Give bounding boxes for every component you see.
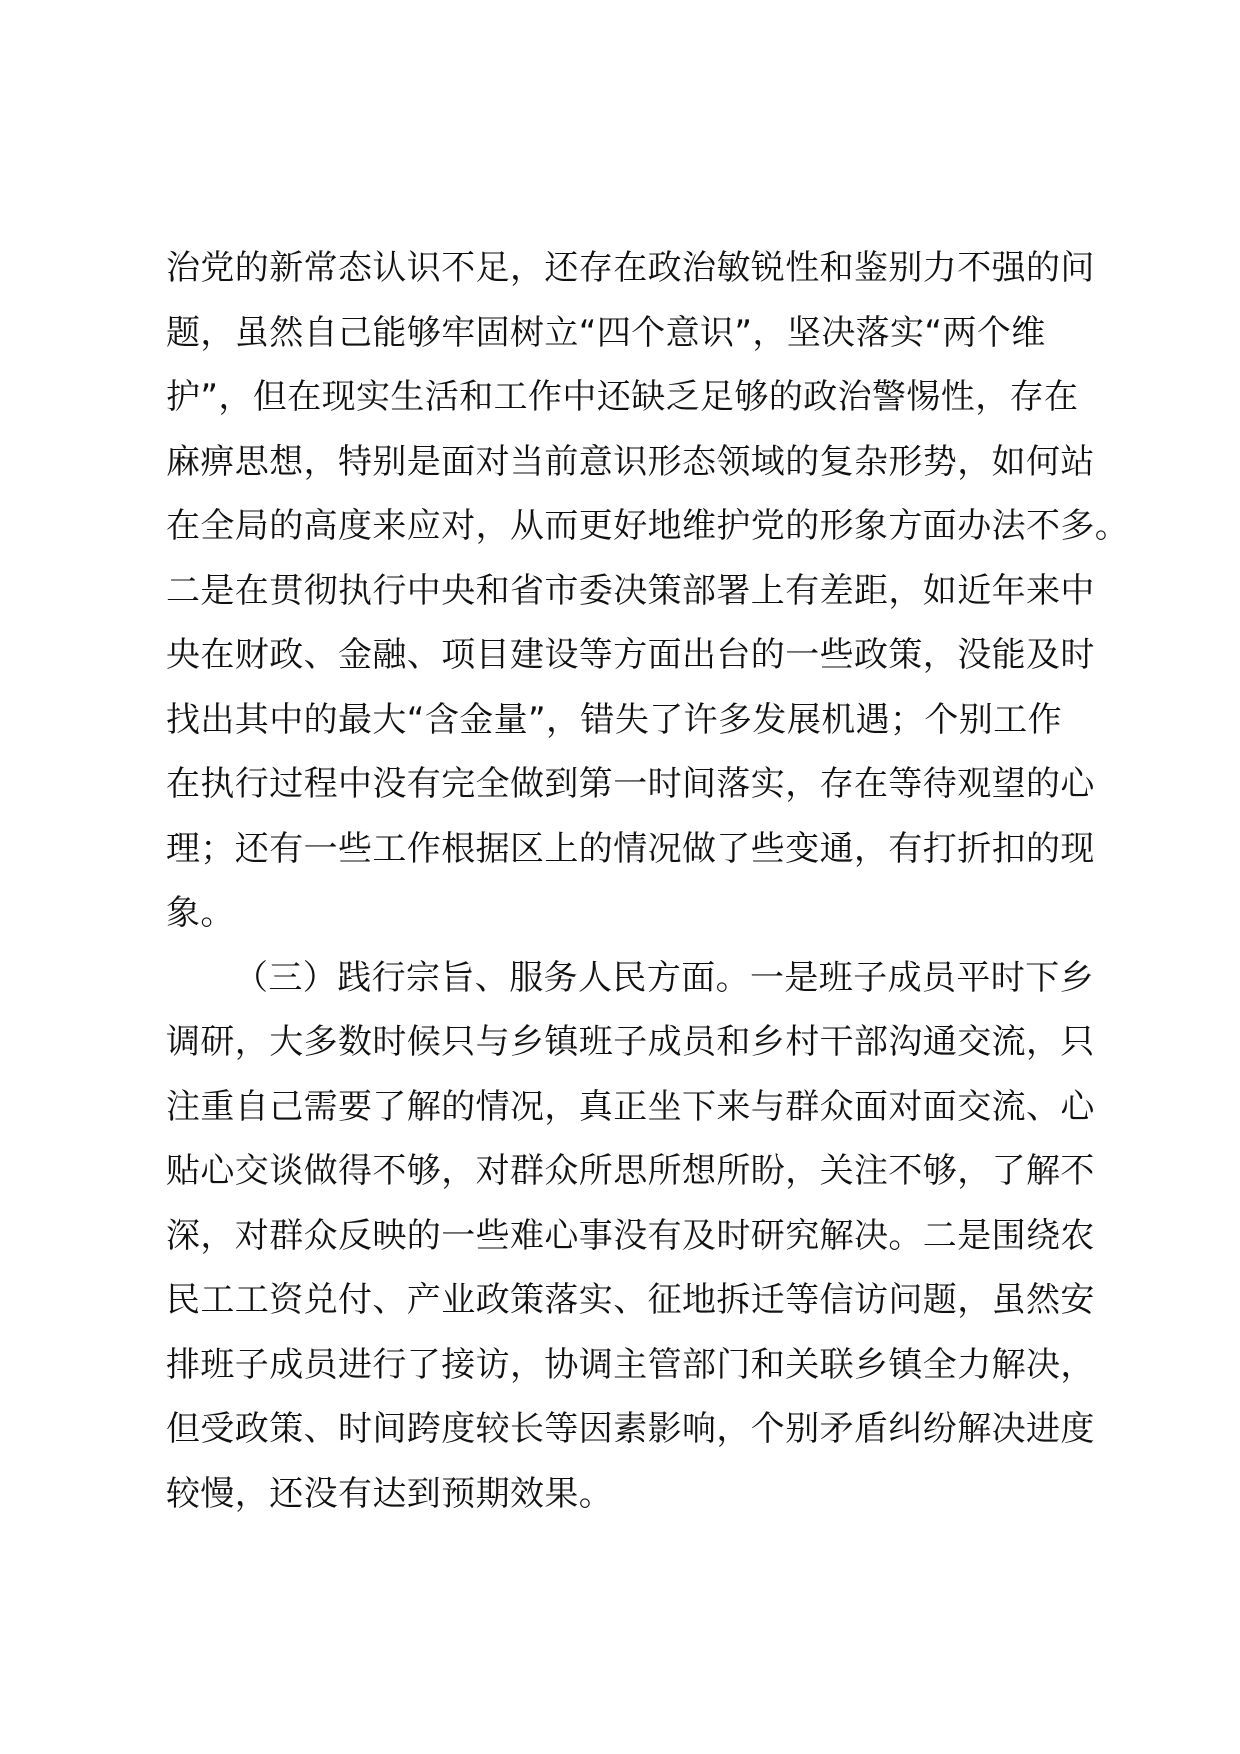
text-line: 贴心交谈做得不够，对群众所思所想所盼，关注不够，了解不 — [166, 1151, 1095, 1191]
text-line: 但受政策、时间跨度较长等因素影响，个别矛盾纠纷解决进度 — [166, 1409, 1095, 1449]
text-line: 央在财政、金融、项目建设等方面出台的一些政策，没能及时 — [166, 635, 1095, 675]
text-line: 排班子成员进行了接访，协调主管部门和关联乡镇全力解决， — [166, 1344, 1095, 1385]
text-line: 较慢，还没有达到预期效果。 — [166, 1473, 614, 1514]
text-line: 治党的新常态认识不足，还存在政治敏锐性和鉴别力不强的问 — [166, 248, 1095, 288]
text-line: 象。 — [166, 893, 235, 933]
text-line: 题，虽然自己能够牢固树立“四个意识”，坚决落实“两个维 — [166, 312, 1046, 353]
text-line: 护”，但在现实生活和工作中还缺乏足够的政治警惕性，存在 — [166, 377, 1079, 417]
text-line: 在执行过程中没有完全做到第一时间落实，存在等待观望的心 — [166, 764, 1095, 804]
text-line: 麻痹思想，特别是面对当前意识形态领域的复杂形势，如何站 — [166, 441, 1095, 482]
text-line: 理；还有一些工作根据区上的情况做了些变通，有打折扣的现 — [166, 828, 1095, 869]
text-line: 找出其中的最大“含金量”，错失了许多发展机遇；个别工作 — [166, 699, 1063, 740]
text-line: 在全局的高度来应对，从而更好地维护党的形象方面办法不多。 — [166, 506, 1130, 546]
text-line: 民工工资兑付、产业政策落实、征地拆迁等信访问题，虽然安 — [166, 1280, 1095, 1320]
text-line: 调研，大多数时候只与乡镇班子成员和乡村干部沟通交流，只 — [166, 1022, 1095, 1062]
section-heading-line: （三）践行宗旨、服务人民方面。一是班子成员平时下乡 — [234, 957, 1094, 998]
document-body — [166, 236, 1146, 1526]
text-line: 注重自己需要了解的情况，真正坐下来与群众面对面交流、心 — [166, 1086, 1095, 1127]
text-line: 深，对群众反映的一些难心事没有及时研究解决。二是围绕农 — [166, 1215, 1095, 1256]
text-line: 二是在贯彻执行中央和省市委决策部署上有差距，如近年来中 — [166, 570, 1095, 611]
